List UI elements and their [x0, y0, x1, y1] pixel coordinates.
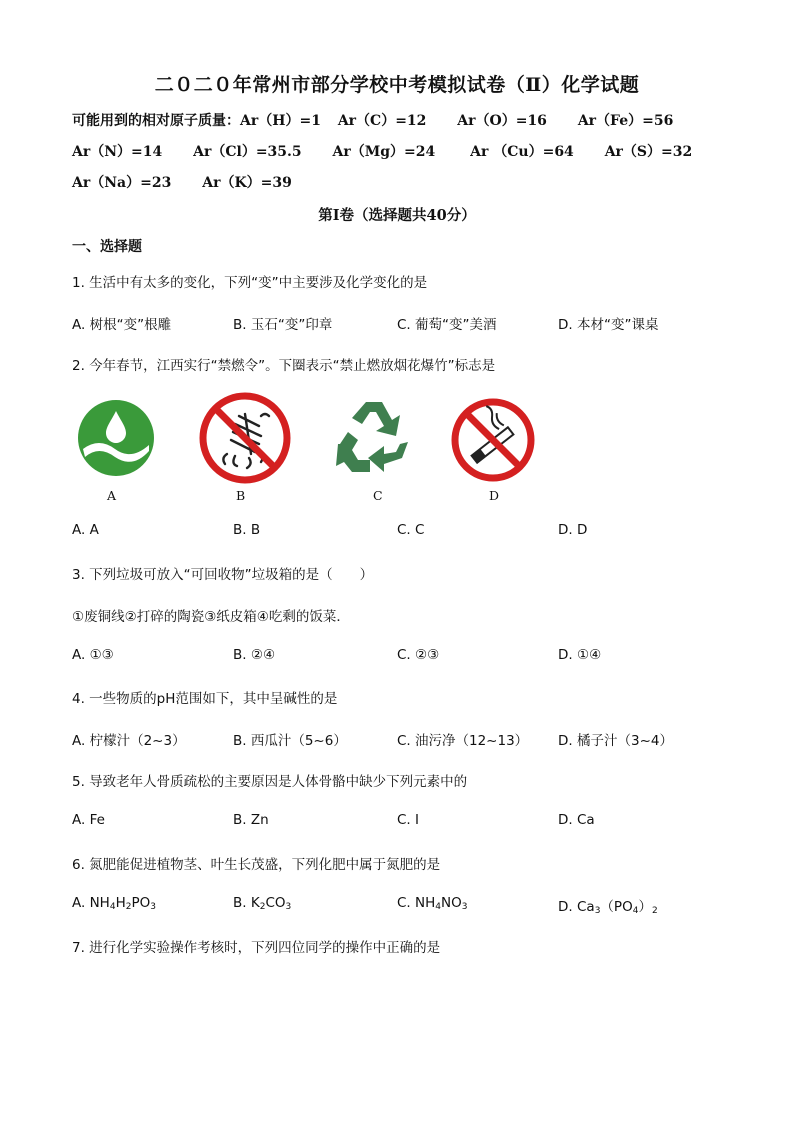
q1-option-c[interactable]: C. 葡萄“变”美酒: [397, 317, 497, 333]
mass-item: Ar（Cl）=35.5: [193, 144, 302, 160]
mass-item: Ar（Mg）=24: [332, 144, 436, 160]
icon-label-a: A: [107, 488, 117, 503]
mass-item: 可能用到的相对原子质量：Ar（H）=1: [72, 113, 321, 129]
q1-option-b[interactable]: B. 玉石“变”印章: [233, 317, 333, 333]
formula-part: PO: [131, 895, 151, 911]
question-7-stem: 7. 进行化学实验操作考核时，下列四位同学的操作中正确的是: [72, 940, 441, 956]
mass-item: Ar（O）=16: [457, 113, 547, 129]
q5-option-a[interactable]: A. Fe: [72, 812, 105, 828]
q6-option-d[interactable]: [558, 895, 658, 916]
formula-part: NO: [441, 895, 462, 911]
atomic-mass-row-2: [72, 141, 692, 161]
q4-option-c[interactable]: C. 油污净（12~13）: [397, 733, 529, 749]
q3-option-c[interactable]: C. ②③: [397, 647, 440, 663]
q6-option-b[interactable]: [233, 895, 291, 912]
formula-subscript: 3: [150, 902, 156, 912]
formula-subscript: 2: [125, 902, 132, 912]
q4-option-a[interactable]: A. 柠檬汁（2~3）: [72, 733, 186, 749]
atomic-mass-row-3: [72, 172, 292, 192]
formula-part: A. NH: [72, 895, 110, 911]
icon-label-d: D: [489, 488, 500, 503]
mass-item: Ar（K）=39: [202, 175, 292, 191]
q3-option-a[interactable]: A. ①③: [72, 647, 114, 663]
mass-item: Ar（S）=32: [604, 144, 693, 160]
formula-subscript: 4: [109, 902, 116, 912]
q1-option-a[interactable]: A. 树根“变”根雕: [72, 317, 172, 333]
formula-subscript: 3: [285, 902, 292, 912]
formula-subscript: 3: [594, 906, 601, 916]
formula-part: CO: [265, 895, 286, 911]
q4-option-b[interactable]: B. 西瓜汁（5~6）: [233, 733, 347, 749]
q2-option-d[interactable]: D. D: [558, 522, 588, 538]
formula-part: D. Ca: [558, 899, 595, 915]
icon-label-b: B: [236, 488, 246, 503]
formula-subscript: 2: [259, 902, 266, 912]
q5-option-d[interactable]: D. Ca: [558, 812, 595, 828]
formula-subscript: 4: [632, 906, 639, 916]
recycle-icon: [332, 396, 416, 480]
question-3-items: ①废铜线②打碎的陶瓷③纸皮箱④吃剩的饭菜．: [72, 609, 350, 625]
q6-option-a[interactable]: [72, 895, 156, 912]
q3-option-d[interactable]: D. ①④: [558, 647, 602, 663]
q2-option-b[interactable]: B. B: [233, 522, 261, 538]
mass-item: Ar（C）=12: [337, 113, 427, 129]
q1-option-d[interactable]: D. 本材“变”课桌: [558, 317, 659, 333]
section-title: 第Ⅰ卷（选择题共40分）: [318, 207, 476, 224]
question-4-stem: 4. 一些物质的pH范围如下，其中呈碱性的是: [72, 691, 338, 707]
formula-subscript: 3: [461, 902, 468, 912]
mass-item: Ar（N）=14: [72, 144, 163, 160]
formula-subscript: 2: [651, 906, 658, 916]
question-6-stem: 6. 氮肥能促进植物茎、叶生长茂盛，下列化肥中属于氮肥的是: [72, 857, 441, 873]
q6-option-c[interactable]: [397, 895, 467, 912]
q5-option-c[interactable]: C. I: [397, 812, 419, 828]
icon-label-c: C: [373, 488, 383, 503]
mass-item: Ar（Fe）=56: [577, 113, 674, 129]
formula-part: C. NH: [397, 895, 436, 911]
mass-item: Ar （Cu）=64: [470, 144, 574, 160]
water-saving-icon: [77, 399, 155, 477]
question-1-stem: 1. 生活中有太多的变化，下列“变”中主要涉及化学变化的是: [72, 275, 428, 291]
formula-part: H: [115, 895, 126, 911]
q3-option-b[interactable]: B. ②④: [233, 647, 276, 663]
q4-option-d[interactable]: D. 橘子汁（3~4）: [558, 733, 673, 749]
formula-part: （PO: [600, 899, 633, 915]
formula-part: ）: [638, 899, 652, 915]
part-heading: 一、选择题: [72, 239, 142, 255]
no-smoking-icon: [451, 398, 535, 482]
question-2-stem: 2. 今年春节，江西实行“禁燃令”。下圈表示“禁止燃放烟花爆竹”标志是: [72, 358, 496, 374]
q2-option-a[interactable]: A. A: [72, 522, 99, 538]
question-3-stem: 3. 下列垃圾可放入“可回收物”垃圾箱的是（ ）: [72, 567, 374, 583]
no-fireworks-icon: [199, 392, 291, 484]
atomic-mass-row-1: [72, 110, 673, 130]
page-title: 二０二０年常州市部分学校中考模拟试卷（Ⅱ）化学试题: [154, 74, 640, 96]
formula-subscript: 4: [435, 902, 441, 912]
mass-item: Ar（Na）=23: [72, 175, 172, 191]
question-5-stem: 5. 导致老年人骨质疏松的主要原因是人体骨骼中缺少下列元素中的: [72, 774, 468, 790]
formula-part: B. K: [233, 895, 260, 911]
q5-option-b[interactable]: B. Zn: [233, 812, 269, 828]
q2-option-c[interactable]: C. C: [397, 522, 425, 538]
